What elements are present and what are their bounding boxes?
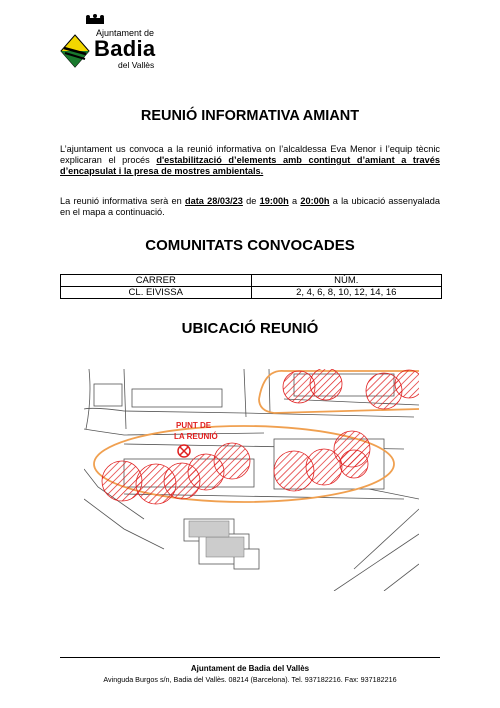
table-row bbox=[61, 287, 442, 299]
communities-title: COMUNITATS CONVOCADES bbox=[145, 237, 355, 254]
column-header-street: CARRER bbox=[61, 275, 252, 287]
numbers-cell: 2, 4, 6, 8, 10, 12, 14, 16 bbox=[251, 287, 442, 299]
meeting-paragraph bbox=[60, 196, 440, 218]
footer-divider bbox=[60, 657, 440, 658]
meeting-start-time: 19:00h bbox=[259, 196, 289, 206]
street-cell: CL. EIVISSA bbox=[61, 287, 252, 299]
table-header-row bbox=[61, 275, 442, 287]
intro-highlight: d'estabilització d’elements amb contingut d’amiant a través d’encapsulat i la presa de mostres ambientals. bbox=[60, 155, 440, 176]
map-label-line1: PUNT DE bbox=[176, 421, 212, 430]
map-label-line2: LA REUNIÓ bbox=[174, 432, 218, 441]
logo-ajuntament-text: Ajuntament de bbox=[96, 28, 155, 38]
meeting-text-4: a la ubicació assenyalada en el mapa a continuació. bbox=[60, 196, 441, 217]
intro-text: L’ajuntament us convoca a la reunió informativa on l’alcaldessa Eva Menor i l’equip tècnic explicaran el procés bbox=[60, 144, 440, 165]
meeting-text-2: de bbox=[242, 196, 260, 206]
meeting-text-1: La reunió informativa serà en bbox=[60, 196, 185, 206]
meeting-date: data 28/03/23 bbox=[185, 196, 243, 206]
page-title: REUNIÓ INFORMATIVA AMIANT bbox=[140, 108, 360, 124]
logo-valles-text: del Vallès bbox=[118, 60, 155, 70]
streets-table bbox=[60, 274, 442, 299]
location-map bbox=[84, 369, 419, 591]
logo-badia-text: Badia bbox=[94, 36, 156, 61]
intro-paragraph bbox=[60, 144, 440, 177]
meeting-end-time: 20:00h bbox=[300, 196, 330, 206]
column-header-numbers: NÚM. bbox=[251, 275, 442, 287]
meeting-point-marker-icon bbox=[178, 445, 190, 457]
crown-icon bbox=[84, 14, 106, 26]
meeting-text-3: a bbox=[288, 196, 301, 206]
location-title: UBICACIÓ REUNIÓ bbox=[181, 320, 319, 337]
footer-address: Avinguda Burgos s/n, Badia del Vallès. 08214 (Barcelona). Tel. 937182216. Fax: 937182216 bbox=[103, 675, 397, 684]
coat-of-arms-icon bbox=[60, 34, 90, 68]
footer-name: Ajuntament de Badia del Vallès bbox=[190, 664, 310, 673]
